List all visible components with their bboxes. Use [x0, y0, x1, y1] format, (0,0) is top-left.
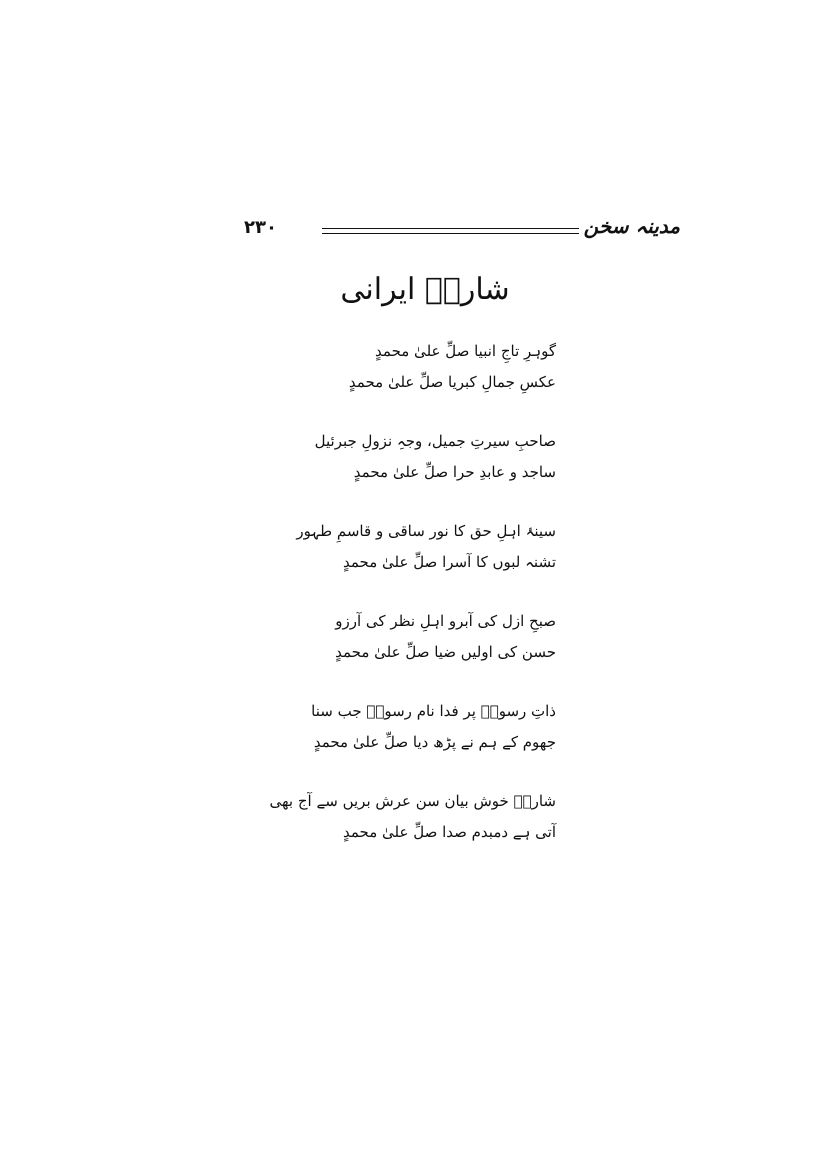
verse-line: ساجد و عابدِ حرا صلِّ علیٰ محمدٍ — [353, 463, 556, 481]
header-rule-bottom — [322, 233, 579, 234]
poem — [269, 336, 556, 876]
verse-line: حسن کی اولیں ضیا صلِّ علیٰ محمدٍ — [335, 643, 556, 661]
couplet — [336, 336, 556, 398]
verse-line: صبحِ ازل کی آبرو اہلِ نظر کی آرزو — [335, 612, 556, 630]
book-title: مدینہ سخن — [583, 214, 680, 238]
couplet — [314, 426, 556, 488]
verse-line: جھوم کے ہم نے پڑھ دیا صلِّ علیٰ محمدٍ — [313, 733, 556, 751]
verse-line: عکسِ جمالِ کبریا صلِّ علیٰ محمدٍ — [348, 373, 556, 391]
verse-line: تشنہ لبوں کا آسرا صلِّ علیٰ محمدٍ — [342, 553, 556, 571]
verse-line: صاحبِ سیرتِ جمیل، وجہِ نزولِ جبرئیل — [314, 432, 556, 450]
verse-line: شارقؔ خوش بیان سن عرش بریں سے آج بھی — [269, 792, 556, 810]
header-rule-top — [322, 228, 579, 229]
verse-line: آتی ہے دمبدم صدا صلِّ علیٰ محمدٍ — [343, 823, 556, 841]
verse-line: گوہرِ تاجِ انبیا صلِّ علیٰ محمدٍ — [375, 342, 556, 360]
page-number: ۲۳۰ — [244, 217, 277, 238]
couplet — [296, 516, 556, 578]
couplet — [336, 606, 556, 668]
verse-line: سینۂ اہلِ حق کا نور ساقی و قاسمِ طہور — [296, 522, 556, 540]
poet-name: شارقؔ ایرانی — [340, 272, 510, 307]
couplet — [269, 786, 556, 848]
verse-line: ذاتِ رسولؐ پر فدا نام رسولؐ جب سنا — [311, 702, 556, 720]
couplet — [311, 696, 556, 758]
